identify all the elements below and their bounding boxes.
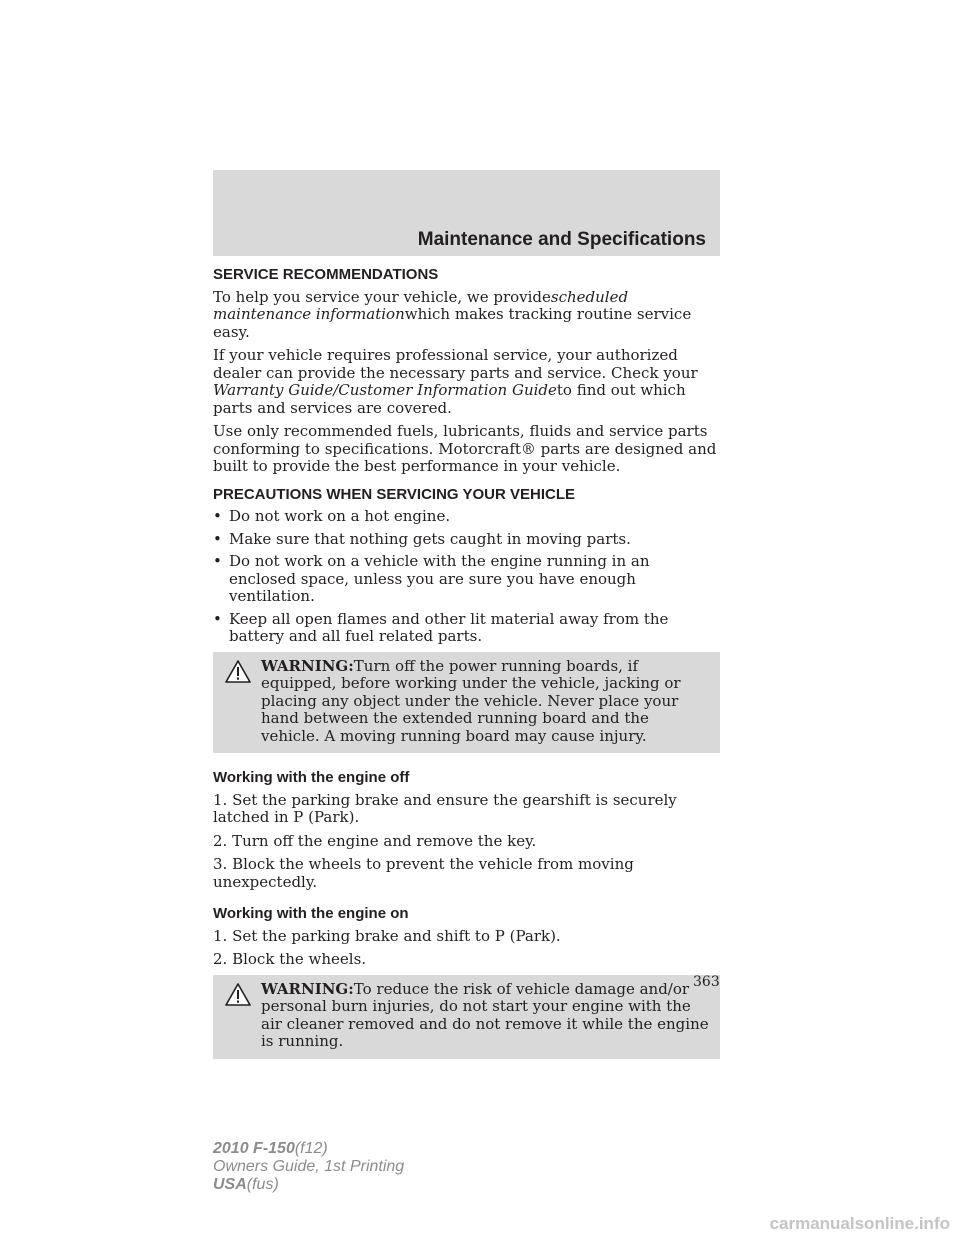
section-header-band bbox=[213, 170, 720, 256]
list-item bbox=[213, 508, 720, 526]
bullet-icon: • bbox=[213, 609, 222, 628]
step-item: 1. Set the parking brake and ensure the gearshift is securely latched in P (Park). bbox=[213, 790, 677, 826]
footer-line-guide: Owners Guide, 1st Printing bbox=[213, 1158, 405, 1175]
footer-line-model bbox=[213, 1140, 404, 1158]
paragraph-recommended-parts: Use only recommended fuels, lubricants, fluids and service parts conforming to specifications. Motorcraft® parts are designed and built to provide the best performance in your vehicle. bbox=[213, 422, 717, 475]
footer-region: USA bbox=[213, 1176, 247, 1193]
bullet-icon: • bbox=[213, 529, 222, 548]
footer-code: (f12) bbox=[294, 1140, 328, 1157]
footer-model: 2010 F-150 bbox=[213, 1140, 295, 1157]
heading-precautions: PRECAUTIONS WHEN SERVICING YOUR VEHICLE bbox=[213, 485, 575, 503]
warning-label: WARNING: bbox=[261, 979, 354, 998]
heading-engine-off: Working with the engine off bbox=[213, 769, 410, 786]
footer-print-info bbox=[213, 1140, 404, 1194]
page-content bbox=[213, 266, 720, 1075]
footer-region-code: (fus) bbox=[246, 1176, 279, 1193]
italic-term: scheduled maintenance information bbox=[213, 287, 629, 323]
footer-line-region bbox=[213, 1176, 404, 1194]
warning-body: Turn off the power running boards, if equipped, before working under the vehicle, jacking or placing any object under the vehicle. Never place your hand between the extended running board and the vehicle. A moving running board may cause injury. bbox=[261, 656, 681, 745]
list-item bbox=[213, 531, 720, 549]
bullet-icon: • bbox=[213, 552, 222, 570]
watermark: carmanualsonline.info bbox=[769, 1214, 950, 1233]
list-item bbox=[213, 553, 720, 606]
warning-triangle-icon bbox=[225, 983, 251, 1006]
italic-term: Warranty Guide/Customer Information Guide bbox=[213, 381, 557, 399]
bullet-icon: • bbox=[213, 507, 222, 525]
list-item bbox=[213, 611, 720, 646]
list-item-text: Keep all open flames and other lit material away from the battery and all fuel related parts. bbox=[229, 609, 669, 645]
warning-box-air-cleaner bbox=[213, 975, 720, 1059]
step-item: 1. Set the parking brake and shift to P (Park). bbox=[213, 926, 561, 945]
heading-engine-on: Working with the engine on bbox=[213, 905, 409, 922]
page-number: 363 bbox=[693, 974, 720, 990]
heading-service-recommendations: SERVICE RECOMMENDATIONS bbox=[213, 266, 439, 283]
warning-box-running-boards bbox=[213, 652, 720, 754]
list-item-text: Do not work on a hot engine. bbox=[229, 507, 451, 525]
paragraph-professional-service bbox=[213, 347, 720, 417]
text-fragment: If your vehicle requires professional service, your authorized dealer can provide the necessary parts and service. Check your bbox=[213, 346, 698, 382]
warning-text bbox=[217, 658, 710, 746]
precautions-list bbox=[213, 508, 720, 646]
text-fragment: To help you service your vehicle, we provide bbox=[213, 287, 551, 306]
step-item: 3. Block the wheels to prevent the vehicle from moving unexpectedly. bbox=[213, 855, 634, 891]
paragraph-service-intro bbox=[213, 289, 720, 342]
step-item: 2. Block the wheels. bbox=[213, 950, 367, 968]
warning-triangle-icon bbox=[225, 660, 251, 683]
text-fragment: to find out which parts and services are covered. bbox=[213, 381, 686, 417]
warning-text bbox=[217, 981, 710, 1051]
section-title: Maintenance and Specifications bbox=[417, 229, 706, 250]
text-fragment: which makes tracking routine service easy. bbox=[213, 305, 692, 341]
list-item-text: Do not work on a vehicle with the engine running in an enclosed space, unless you are sure you have enough ventilation. bbox=[229, 552, 650, 605]
warning-label: WARNING: bbox=[261, 656, 354, 675]
list-item-text: Make sure that nothing gets caught in moving parts. bbox=[229, 529, 631, 548]
step-item: 2. Turn off the engine and remove the key. bbox=[213, 831, 537, 850]
warning-body: To reduce the risk of vehicle damage and/or personal burn injuries, do not start your engine with the air cleaner removed and do not remove it while the engine is running. bbox=[261, 979, 709, 1050]
